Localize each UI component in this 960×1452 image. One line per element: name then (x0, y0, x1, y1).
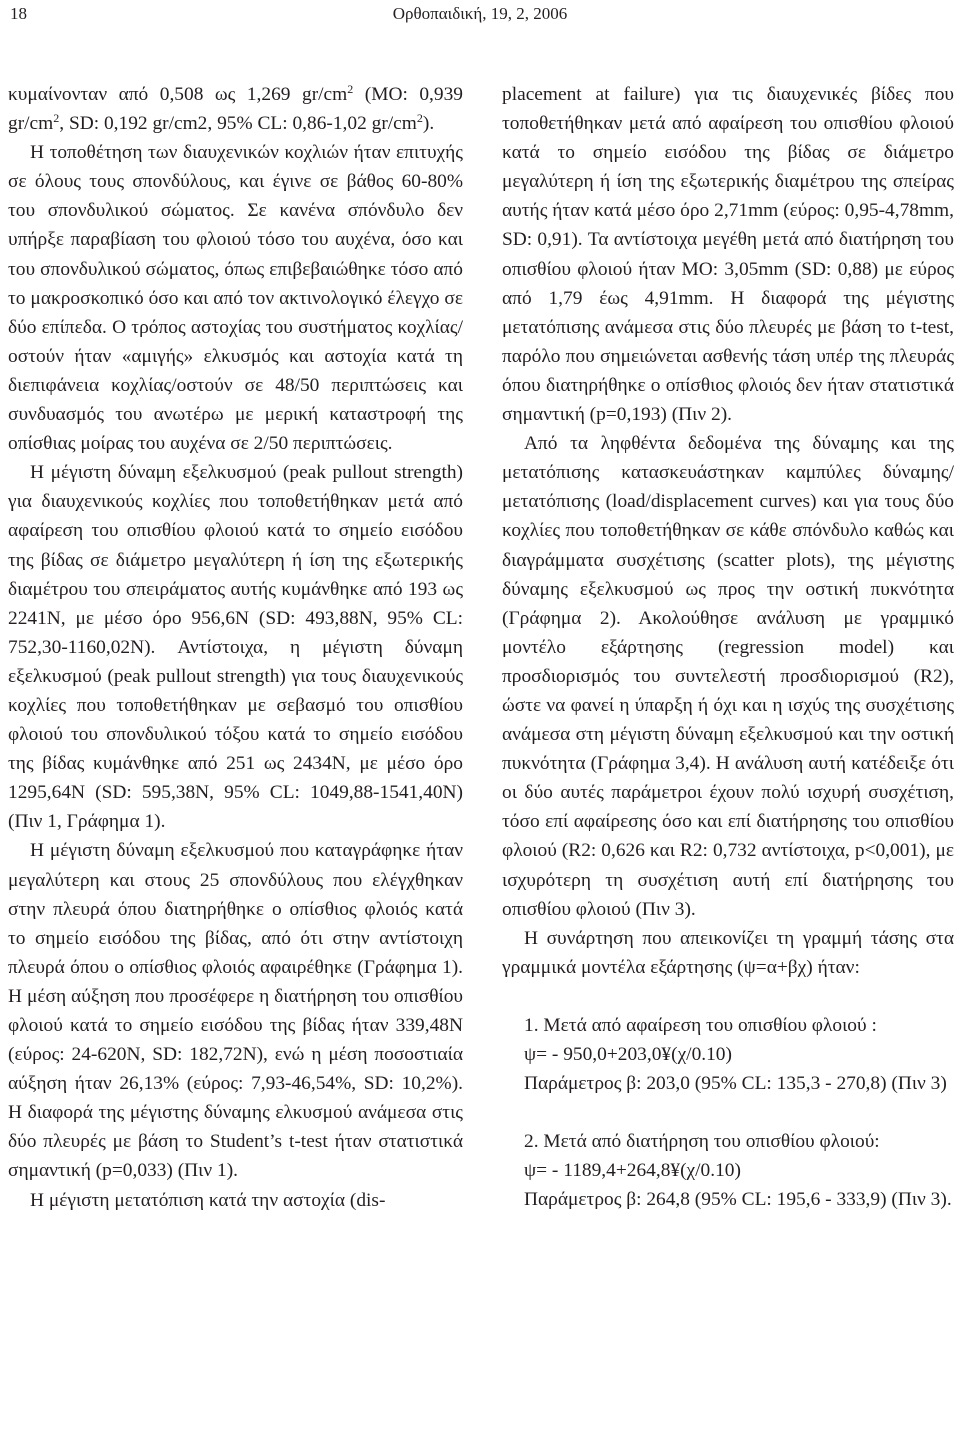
paragraph-density-range: κυμαίνονταν από 0,508 ως 1,269 $gr/cm^2$ (ΜΟ: 0,939 $gr/cm^2$, SD: 0,192 gr/cm2, 95% CL: 0,86-1,02 $gr/cm^2$). (8, 81, 463, 135)
page-number: 18 (10, 4, 27, 23)
equation-2-formula: ψ= - 1189,4+264,8¥(χ/0.10) (524, 1160, 741, 1182)
equation-1-title: 1. Μετά από αφαίρεση του οπισθίου φλοιού : (524, 1014, 877, 1036)
page-header (0, 0, 960, 40)
equation-2-title: 2. Μετά από διατήρηση του οπισθίου φλοιού: (524, 1131, 880, 1153)
left-column (8, 80, 463, 1215)
right-column (502, 80, 954, 1214)
equation-1-formula: ψ= - 950,0+203,0¥(χ/0.10) (524, 1044, 732, 1065)
paragraph-peak-pullout: Η μέγιστη δύναμη εξελκυσμού (peak pullout strength) για διαυχενικούς κοχλίες που τοποθετήθηκαν μετά από αφαίρεση του οπισθίου φλοιού κατά το σημείο εισόδου της βίδας σε διάμετρο μεγαλύτερη ή ίση της εξωτερικής διαμέτρου του σπειράματος αυτής κυμάνθηκε από 193 ως 2241N, με μέσο όρο 956,6N (SD: 493,88N, 95% CL: 752,30-1160,02N). Αντίστοιχα, η μέγιστη δύναμη εξελκυσμού (peak pullout strength) για τους διαυχενικούς κοχλίες που τοποθετήθηκαν με σεβασμό του οπισθίου φλοιού του σπονδυλικού τόξου κατά το σημείο εισόδου της βίδας κυμάνθηκε από 251 ως 2434N, με μέσο όρο 1295,64N (SD: 595,38N, 95% CL: 1049,88-1541,40N) (Πιν 1, Γράφημα 1). (8, 462, 463, 833)
journal-citation: Ορθοπαιδική, 19, 2, 2006 (392, 4, 568, 23)
paragraph-screw-placement: Η τοποθέτηση των διαυχενικών κοχλιών ήταν επιτυχής σε όλους τους σπονδύλους, και έγινε σε βάθος 60-80% του σπονδυλικού σώματος. Σε κανένα σπόνδυλο δεν υπήρξε παραβίαση του φλοιού τόσο του αυχένα, όσο και του σπονδυλικού σώματος, όπως επιβεβαιώθηκε τόσο από το μακροσκοπικό όσο και από τον ακτινολογικό έλεγχο σε δύο επίπεδα. Ο τρόπος αστοχίας του συστήματος κοχλίας/οστούν ήταν «αμιγής» ελκυσμός και αστοχία κατά τη διεπιφάνεια κοχλίας/οστούν σε 48/50 περιπτώσεις και συνδυασμός του ανωτέρω με μερική καταστροφή της οπίσθιας μοίρας του αυχένα σε 2/50 περιπτώσεις. (8, 142, 463, 455)
equation-2-parameter: Παράμετρος β: 264,8 (95% CL: 195,6 - 333,9) (Πιν 3). (524, 1189, 952, 1211)
paragraph-displacement: placement at failure) για τις διαυχενικές βίδες που τοποθετήθηκαν μετά από αφαίρεση του οπισθίου φλοιού κατά το σημείο εισόδου της βίδας σε διάμετρο μεγαλύτερη ή ίση της εξωτερικής διαμέτρου της σπείρας αυτής ήταν κατά μέσο όρο 2,71mm (εύρος: 0,95-4,78mm, SD: 0,91). Τα αντίστοιχα μεγέθη μετά από διατήρηση του οπισθίου φλοιού ήταν ΜΟ: 3,05mm (SD: 0,88) με εύρος από 1,79 έως 4,91mm. Η διαφορά της μέγιστης μετατόπισης ανάμεσα στις δύο πλευρές με βάση το t-test, παρόλο που σημειώνεται ασθενής τάση υπέρ της πλευράς όπου διατηρήθηκε ο οπίσθιος φλοιός δεν ήταν στατιστικά σημαντική (p=0,193) (Πιν 2). (502, 84, 954, 426)
paragraph-trendline-intro: Η συνάρτηση που απεικονίζει τη γραμμή τάσης στα γραμμικά μοντέλα εξάρτησης (ψ=α+βχ) ήταν: (502, 927, 954, 978)
paragraph-pullout-comparison: Η μέγιστη δύναμη εξελκυσμού που καταγράφηκε ήταν μεγαλύτερη και στους 25 σπονδύλους που ελέγχθηκαν στην πλευρά όπου διατηρήθηκε ο οπίσθιος φλοιός κατά το σημείο εισόδου της βίδας, από ότι στην αντίστοιχη πλευρά όπου ο οπίσθιος φλοιός αφαιρέθηκε (Γράφημα 1). Η μέση αύξηση που προσέφερε η διατήρηση του οπισθίου φλοιού κατά το σημείο εισόδου της βίδας ήταν 339,48N (εύρος: 24-620N, SD: 182,72N), ενώ η μέση ποσοστιαία αύξηση ήταν 26,13% (εύρος: 7,93-46,54%, SD: 10,2%). Η διαφορά της μέγιστης δύναμης ελκυσμού ανάμεσα στις δύο πλευρές με βάση το Student’s t-test ήταν στατιστικά σημαντική (p=0,033) (Πιν 1). (8, 840, 463, 1182)
paragraph-displacement-start: Η μέγιστη μετατόπιση κατά την αστοχία (dis- (30, 1189, 386, 1211)
paragraph-regression: Από τα ληφθέντα δεδομένα της δύναμης και της μετατόπισης κατασκευάστηκαν καμπύλες δύναμης/μετατόπισης (load/displacement curves) και για τους δύο κοχλίες που τοποθετήθηκαν σε κάθε σπόνδυλο καθώς και διαγράμματα συσχέτισης (scatter plots), της μέγιστης δύναμης εξελκυσμού ως προς την οστική πυκνότητα (Γράφημα 2). Ακολούθησε ανάλυση με γραμμικό μοντέλο εξάρτησης (regression model) και προσδιορισμός του συντελεστή προσδιορισμού (R2), ώστε να φανεί η ύπαρξη ή όχι και η ισχύς της συσχέτισης ανάμεσα στη μέγιστη δύναμη εξελκυσμού και την οστική πυκνότητα (Γράφημα 3,4). Η ανάλυση αυτή κατέδειξε ότι οι δύο αυτές παράμετροι έχουν πολύ ισχυρή συσχέτιση, τόσο επί αφαίρεσης όσο και επί διατήρησης του οπισθίου φλοιού (R2: 0,626 και R2: 0,732 αντίστοιχα, p<0,001), με ισχυρότερη τη συσχέτιση αυτή επί διατήρησης του οπισθίου φλοιού (Πιν 3). (502, 433, 954, 920)
equation-1-parameter: Παράμετρος β: 203,0 (95% CL: 135,3 - 270,8) (Πιν 3) (524, 1073, 947, 1095)
